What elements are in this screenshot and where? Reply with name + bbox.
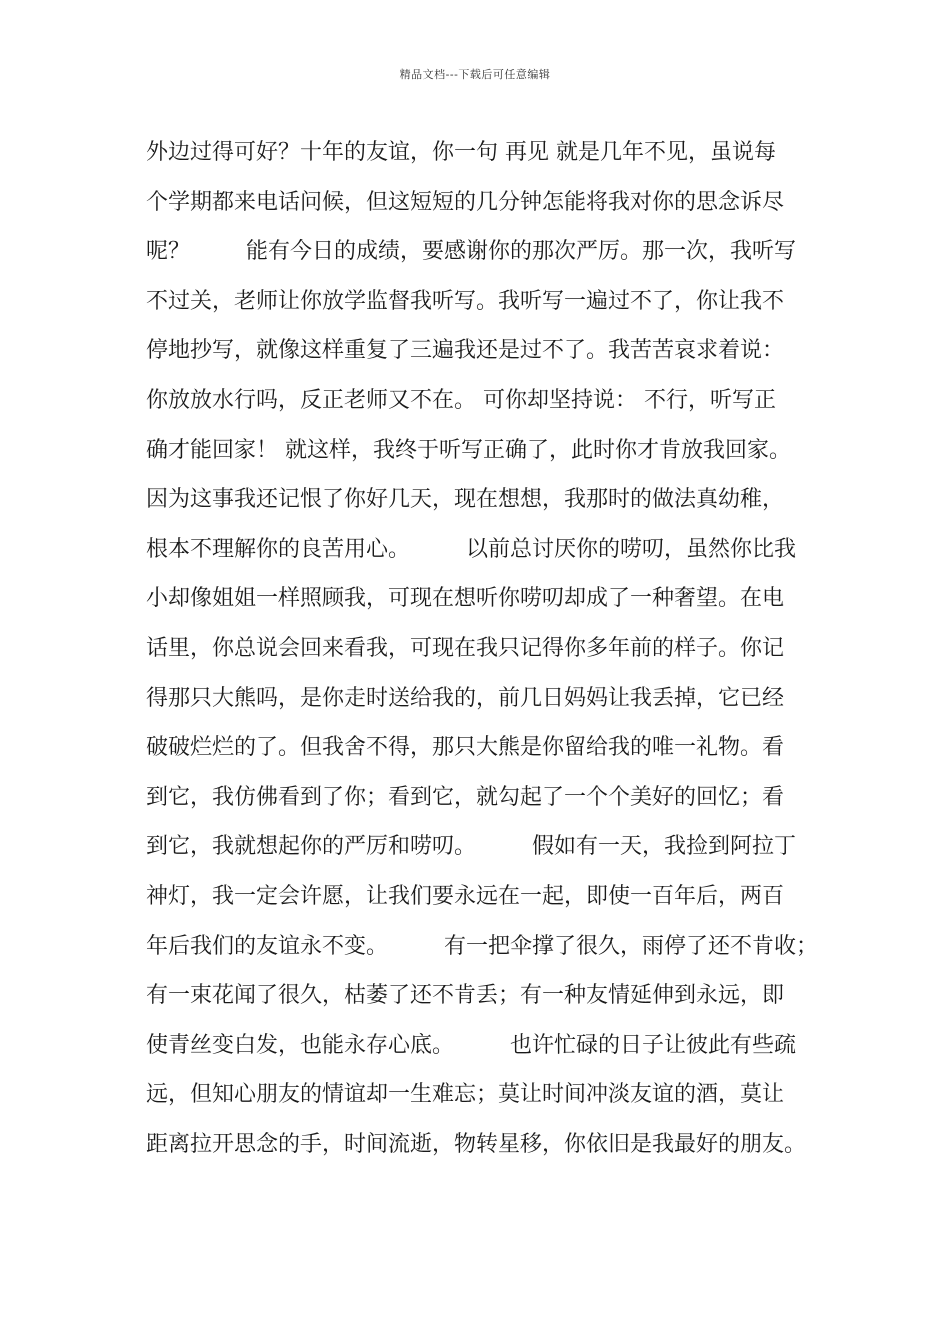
text-line: 呢？ 能有今日的成绩，要感谢你的那次严厉。那一次，我听写 (146, 239, 796, 265)
text-line: 个学期都来电话问候，但这短短的几分钟怎能将我对你的思念诉尽 (146, 189, 785, 215)
text-line: 不过关，老师让你放学监督我听写。我听写一遍过不了，你让我不 (146, 288, 785, 314)
text-line: 到它，我就想起你的严厉和唠叨。 假如有一天，我捡到阿拉丁 (146, 834, 796, 860)
essay-body (146, 128, 836, 1169)
text-line: 你放放水行吗，反正老师又不在。 可你却坚持说： 不行，听写正 (146, 387, 776, 413)
text-line: 距离拉开思念的手，时间流逝，物转星移，你依旧是我最好的朋友。 (146, 1131, 807, 1157)
text-line: 到它，我仿佛看到了你；看到它，就勾起了一个个美好的回忆；看 (146, 784, 785, 810)
text-line: 小却像姐姐一样照顾我，可现在想听你唠叨却成了一种奢望。在电 (146, 586, 785, 612)
text-line: 得那只大熊吗，是你走时送给我的，前几日妈妈让我丢掉，它已经 (146, 685, 785, 711)
page-header: 精品文档---下载后可任意编辑 (399, 68, 551, 81)
text-line: 话里，你总说会回来看我，可现在我只记得你多年前的样子。你记 (146, 635, 785, 661)
text-line: 使青丝变白发，也能永存心底。 也许忙碌的日子让彼此有些疏 (146, 1032, 796, 1058)
text-line: 停地抄写，就像这样重复了三遍我还是过不了。我苦苦哀求着说： (146, 338, 785, 364)
text-line: 远，但知心朋友的情谊却一生难忘；莫让时间冲淡友谊的酒，莫让 (146, 1082, 785, 1108)
text-line: 外边过得可好？十年的友谊，你一句 再见 就是几年不见，虽说每 (146, 140, 776, 165)
text-line: 有一束花闻了很久，枯萎了还不肯丢；有一种友情延伸到永远，即 (146, 983, 785, 1009)
text-line: 根本不理解你的良苦用心。 以前总讨厌你的唠叨，虽然你比我 (146, 536, 796, 562)
text-line: 神灯，我一定会许愿，让我们要永远在一起，即使一百年后，两百 (146, 883, 785, 909)
text-line: 破破烂烂的了。但我舍不得，那只大熊是你留给我的唯一礼物。看 (146, 735, 785, 761)
text-line: 年后我们的友谊永不变。 有一把伞撑了很久，雨停了还不肯收； (146, 933, 818, 959)
text-line: 确才能回家！ 就这样，我终于听写正确了，此时你才肯放我回家。 (146, 437, 791, 463)
text-line: 因为这事我还记恨了你好几天，现在想想，我那时的做法真幼稚， (146, 487, 785, 513)
